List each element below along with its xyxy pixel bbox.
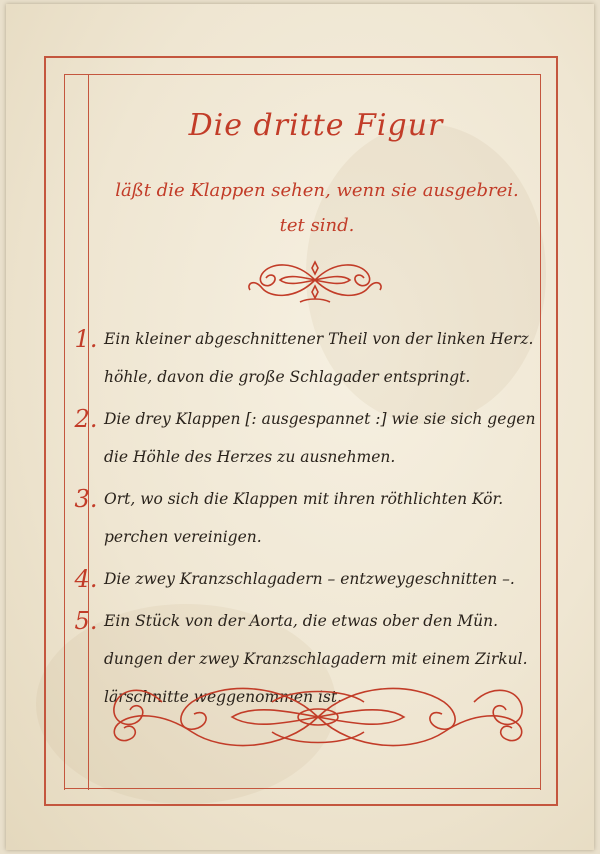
- page-subtitle: [102, 169, 532, 239]
- legend-entries: [68, 320, 538, 720]
- entry-line: höhle, davon die große Schlagader entspringt.: [104, 368, 471, 386]
- entry-number: 4.: [74, 565, 98, 593]
- entry-number: 5.: [74, 607, 98, 635]
- entry-line: lärschnitte weggenommen ist.: [104, 688, 343, 706]
- entry-line: perchen vereinigen.: [104, 528, 262, 546]
- border-outer-left: [44, 56, 46, 806]
- border-inner-right: [540, 74, 541, 790]
- list-item: [68, 320, 538, 396]
- entry-number: 2.: [74, 405, 98, 433]
- entry-line: Ein kleiner abgeschnittener Theil von der linken Herz.: [104, 330, 534, 348]
- entry-line: Ein Stück von der Aorta, die etwas ober den Mün.: [104, 612, 499, 630]
- border-inner-bottom: [64, 788, 540, 789]
- entry-text: [104, 480, 503, 556]
- subtitle-line: tet sind.: [279, 215, 355, 236]
- entry-text: [104, 320, 533, 396]
- entry-number: 1.: [74, 325, 98, 353]
- border-outer-right: [556, 56, 558, 806]
- border-inner-top: [64, 74, 540, 75]
- list-item: [68, 400, 538, 476]
- border-inner-left: [64, 74, 65, 790]
- entry-line: Die zwey Kranzschlagadern – entzweygeschnitten –.: [104, 570, 515, 588]
- border-outer-bottom: [44, 804, 556, 806]
- entry-line: dungen der zwey Kranzschlagadern mit einem Zirkul.: [104, 650, 528, 668]
- entry-text: [104, 400, 535, 476]
- entry-number: 3.: [74, 485, 98, 513]
- subtitle-line: läßt die Klappen sehen, wenn sie ausgebrei.: [115, 180, 519, 201]
- page-title: Die dritte Figur: [188, 108, 444, 143]
- border-outer-top: [44, 56, 556, 58]
- entry-line: die Höhle des Herzes zu ausnehmen.: [104, 448, 396, 466]
- entry-line: Ort, wo sich die Klappen mit ihren röthlichten Kör.: [104, 490, 504, 508]
- entry-line: Die drey Klappen [: ausgespannet :] wie sie sich gegen: [104, 410, 536, 428]
- ornamental-scroll-icon: [102, 672, 534, 762]
- manuscript-page: [6, 4, 594, 850]
- entry-text: [104, 560, 515, 598]
- ornamental-scroll-icon: [240, 254, 390, 306]
- list-item: [68, 560, 538, 598]
- list-item: [68, 480, 538, 556]
